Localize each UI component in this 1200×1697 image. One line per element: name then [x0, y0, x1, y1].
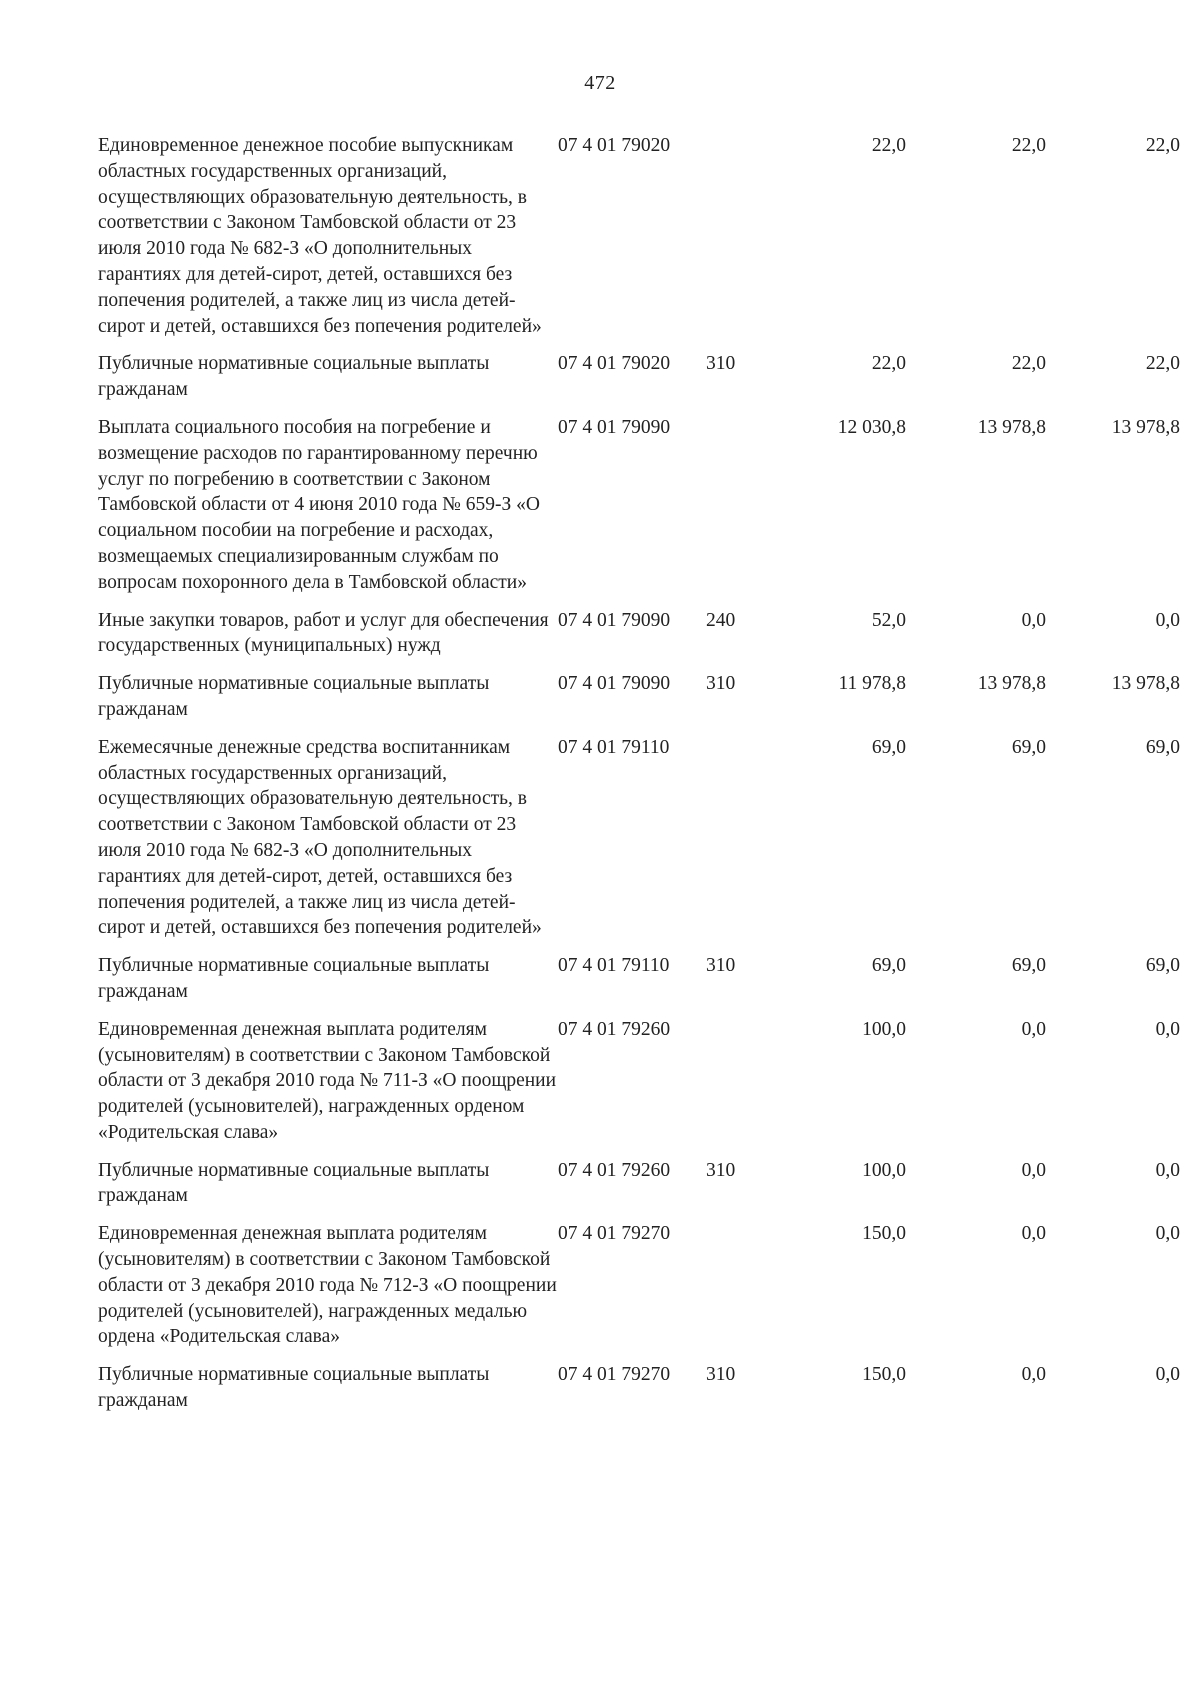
page-number: 472	[584, 72, 616, 94]
row-value-3: 69,0	[1145, 955, 1180, 977]
row-value-1: 69,0	[871, 955, 906, 977]
row-value-3: 0,0	[1155, 1159, 1180, 1181]
row-name: Единовременное денежное пособие выпускникам областных государственных организаций, осуществляющих образовательную деятельность, в соответствии с Законом Тамбовской области от 23 июля 2010 года № 682-З «О дополнительных гарантиях для детей-сирот, детей, оставшихся без попечения родителей, а также лиц из числа детей-сирот и детей, оставшихся без попечения родителей»	[98, 135, 542, 337]
row-value-1: 11 978,8	[838, 673, 906, 695]
row-value-2: 0,0	[1021, 1018, 1046, 1040]
row-value-3: 22,0	[1145, 353, 1180, 375]
row-value-1: 100,0	[862, 1159, 906, 1181]
row-name: Единовременная денежная выплата родителям (усыновителям) в соответствии с Законом Тамбовской области от 3 декабря 2010 года № 712-З «О поощрении родителей (усыновителей), награжденных медалью ордена «Родительская слава»	[98, 1223, 557, 1348]
row-value-2: 69,0	[1011, 955, 1046, 977]
row-value-2: 69,0	[1011, 736, 1046, 758]
table-row	[98, 415, 1180, 596]
row-value-2: 22,0	[1011, 135, 1046, 156]
row-value-3: 22,0	[1145, 135, 1180, 156]
row-value-2: 0,0	[1021, 1223, 1046, 1245]
row-value-1: 52,0	[871, 609, 906, 631]
row-code: 07 4 01 79260	[558, 1018, 671, 1040]
table-row	[98, 735, 1180, 941]
row-value-1: 22,0	[871, 135, 906, 156]
row-name: Единовременная денежная выплата родителям (усыновителям) в соответствии с Законом Тамбовской области от 3 декабря 2010 года № 711-З «О поощрении родителей (усыновителей), награжденных орденом «Родительская слава»	[98, 1018, 557, 1143]
row-value-2: 13 978,8	[977, 416, 1046, 438]
row-code: 07 4 01 79110	[558, 736, 670, 758]
row-code: 07 4 01 79270	[558, 1223, 671, 1245]
row-expense-type: 310	[706, 1159, 736, 1181]
row-value-3: 0,0	[1155, 609, 1180, 631]
row-value-2: 0,0	[1021, 1364, 1046, 1386]
row-value-2: 0,0	[1021, 1159, 1046, 1181]
row-value-3: 69,0	[1145, 736, 1180, 758]
row-expense-type: 240	[706, 609, 736, 631]
row-value-3: 0,0	[1155, 1364, 1180, 1386]
row-value-1: 100,0	[862, 1018, 906, 1040]
row-code: 07 4 01 79270	[558, 1364, 671, 1386]
row-value-1: 22,0	[871, 353, 906, 375]
row-code: 07 4 01 79090	[558, 416, 671, 438]
budget-table	[98, 133, 1180, 1426]
table-row	[98, 671, 1180, 723]
row-value-1: 150,0	[862, 1364, 906, 1386]
row-code: 07 4 01 79090	[558, 673, 671, 695]
row-value-2: 22,0	[1011, 353, 1046, 375]
row-code: 07 4 01 79260	[558, 1159, 671, 1181]
row-value-1: 12 030,8	[837, 416, 906, 438]
row-name: Публичные нормативные социальные выплаты гражданам	[98, 1364, 490, 1412]
table-row	[98, 1017, 1180, 1146]
row-expense-type: 310	[706, 1364, 736, 1386]
row-expense-type: 310	[706, 673, 736, 695]
row-expense-type: 310	[706, 353, 736, 375]
row-value-1: 150,0	[862, 1223, 906, 1245]
row-value-3: 0,0	[1155, 1223, 1180, 1245]
row-value-3: 0,0	[1155, 1018, 1180, 1040]
row-code: 07 4 01 79020	[558, 353, 671, 375]
row-name: Публичные нормативные социальные выплаты гражданам	[98, 353, 490, 401]
table-row	[98, 608, 1180, 660]
row-name: Выплата социального пособия на погребение и возмещение расходов по гарантированному перечню услуг по погребению в соответствии с Законом Тамбовской области от 4 июня 2010 года № 659-З «О социальном пособии на погребение и расходах, возмещаемых специализированным службам по вопросам похоронного дела в Тамбовской области»	[98, 416, 540, 593]
row-code: 07 4 01 79110	[558, 955, 670, 977]
table-row	[98, 1221, 1180, 1350]
row-name: Публичные нормативные социальные выплаты гражданам	[98, 673, 490, 720]
row-expense-type: 310	[706, 955, 736, 977]
table-row	[98, 1362, 1180, 1414]
row-value-2: 0,0	[1021, 609, 1046, 631]
table-row	[98, 1158, 1180, 1210]
row-name: Публичные нормативные социальные выплаты гражданам	[98, 955, 490, 1002]
row-value-3: 13 978,8	[1111, 673, 1180, 695]
row-value-3: 13 978,8	[1111, 416, 1180, 438]
row-name: Ежемесячные денежные средства воспитанникам областных государственных организаций, осуществляющих образовательную деятельность, в соответствии с Законом Тамбовской области от 23 июля 2010 года № 682-З «О дополнительных гарантиях для детей-сирот, детей, оставшихся без попечения родителей, а также лиц из числа детей-сирот и детей, оставшихся без попечения родителей»	[98, 736, 542, 939]
row-code: 07 4 01 79020	[558, 135, 671, 156]
table-row	[98, 351, 1180, 403]
row-value-1: 69,0	[871, 736, 906, 758]
row-code: 07 4 01 79090	[558, 609, 671, 631]
table-row	[98, 953, 1180, 1005]
row-name: Публичные нормативные социальные выплаты гражданам	[98, 1159, 490, 1207]
row-name: Иные закупки товаров, работ и услуг для обеспечения государственных (муниципальных) нужд	[98, 609, 549, 657]
table-row	[98, 133, 1180, 339]
row-value-2: 13 978,8	[977, 673, 1046, 695]
